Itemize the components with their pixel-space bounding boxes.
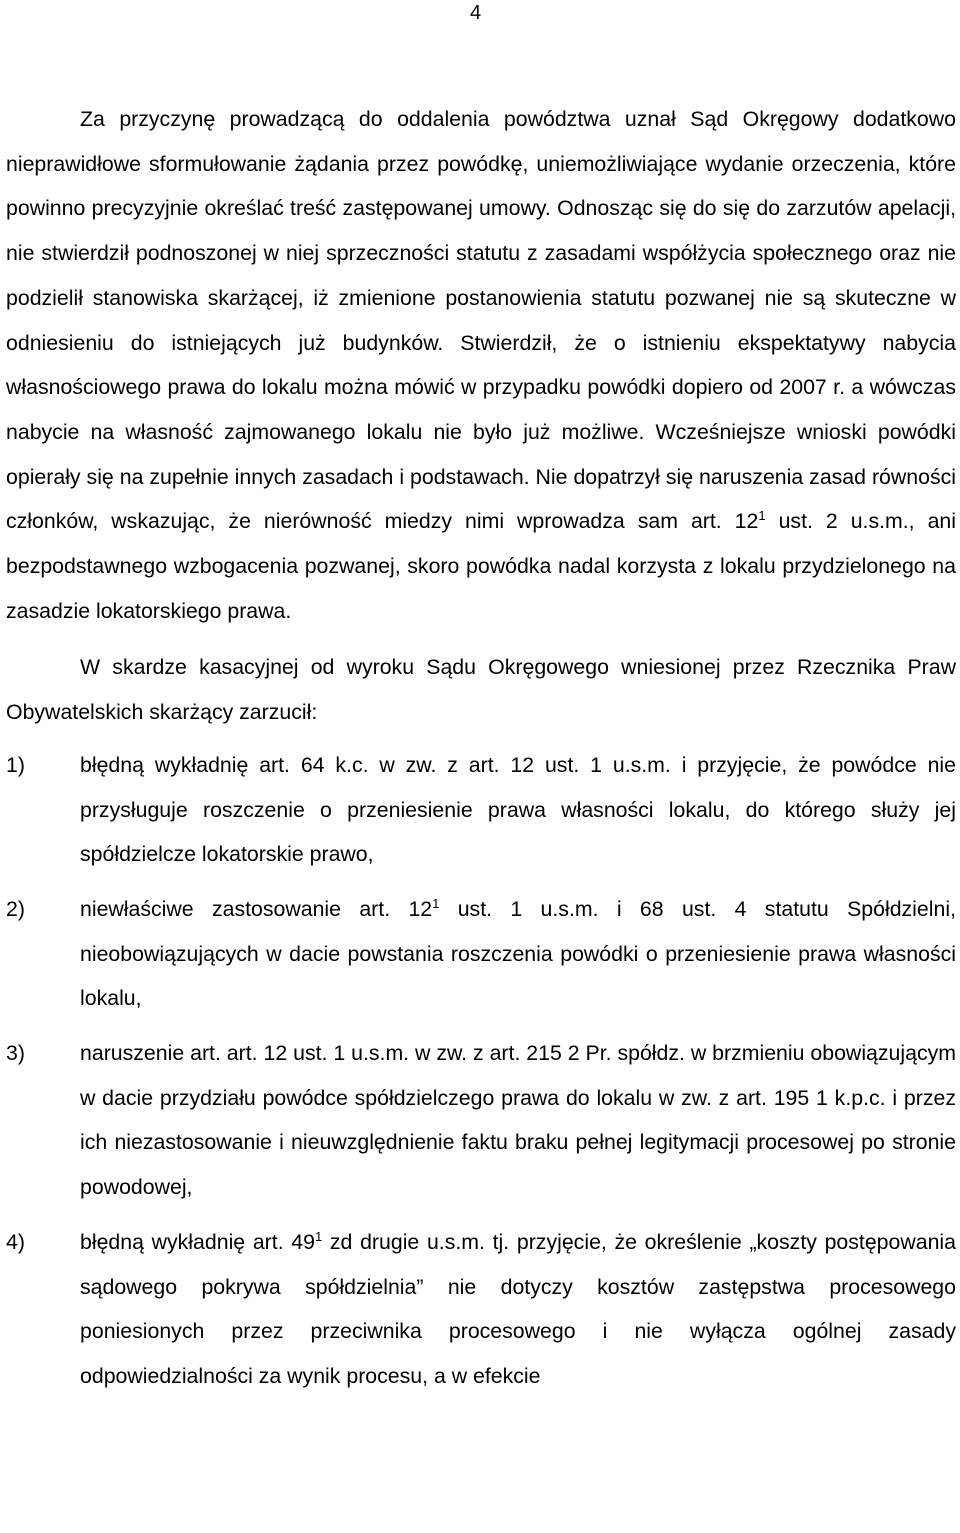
- list-item-text-b: zd drugie u.s.m. tj. przyjęcie, że określenie „koszty postępowania sądowego pokrywa spółdzielnia” nie dotyczy kosztów zastępstwa procesowego poniesionych przez przeciwnika procesowego i nie wyłącza ogólnej zasady odpowiedzialności za wynik procesu, a w efekcie: [80, 1229, 956, 1388]
- superscript: 1: [758, 508, 766, 524]
- paragraph-reasoning-text-a: Za przyczynę prowadzącą do oddalenia powództwa uznał Sąd Okręgowy dodatkowo nieprawidłowe sformułowanie żądania przez powódkę, uniemożliwiające wydanie orzeczenia, które powinno precyzyjnie określać treść zastępowanej umowy. Odnosząc się do się do zarzutów apelacji, nie stwierdził podnoszonej w niej sprzeczności statutu z zasadami współżycia społecznego oraz nie podzielił stanowiska skarżącej, iż zmienione postanowienia statutu pozwanej nie są skuteczne w odniesieniu do istniejących już budynków. Stwierdził, że o istnieniu ekspektatywy nabycia własnościowego prawa do lokalu można mówić w przypadku powódki dopiero od 2007 r. a wówczas nabycie na własność zajmowanego lokalu nie było już możliwe. Wcześniejsze wnioski powódki opierały się na zupełnie innych zasadach i podstawach. Nie dopatrzył się naruszenia zasad równości członków, wskazując, że nierówność miedzy nimi wprowadza sam art. 12: [6, 107, 956, 534]
- page-number: 4: [470, 2, 482, 24]
- paragraph-reasoning-text-b: ust. 2 u.s.m., ani bezpodstawnego wzbogacenia pozwanej, skoro powódka nadal korzysta z lokalu przydzielonego na zasadzie lokatorskiego prawa.: [6, 509, 956, 623]
- list-item-text-a: błędną wykładnię art. 64 k.c. w zw. z art. 12 ust. 1 u.s.m. i przyjęcie, że powódce nie przysługuje roszczenie o przeniesienie prawa własności lokalu, do którego służy jej spółdzielcze lokatorskie prawo,: [80, 752, 956, 867]
- list-item-text: [80, 1220, 956, 1399]
- charges-list: [6, 743, 956, 1399]
- superscript: 1: [314, 1228, 323, 1244]
- list-item-text: [80, 1031, 956, 1210]
- list-marker: 2): [6, 896, 25, 921]
- list-item: [6, 1031, 956, 1210]
- list-item-text-a: błędną wykładnię art. 49: [80, 1229, 315, 1254]
- paragraph-cassation-intro: W skardze kasacyjnej od wyroku Sądu Okręgowego wniesionej przez Rzecznika Praw Obywatelskich skarżący zarzucił:: [6, 655, 956, 725]
- list-item: [6, 887, 956, 1021]
- list-item-text: [80, 887, 956, 1021]
- list-item-text-b: ust. 1 u.s.m. i 68 ust. 4 statutu Spółdzielni, nieobowiązujących w dacie powstania roszczenia powódki o przeniesienie prawa własności lokalu,: [80, 896, 956, 1011]
- paragraph-reasoning: [6, 97, 956, 633]
- list-item-text: [80, 743, 956, 877]
- document-body: [6, 97, 956, 1399]
- list-item: [6, 743, 956, 877]
- list-item: [6, 1220, 956, 1399]
- superscript: 1: [432, 895, 440, 911]
- list-item-text-a: niewłaściwe zastosowanie art. 12: [80, 896, 433, 921]
- list-marker: 3): [6, 1041, 25, 1066]
- list-marker: 4): [6, 1229, 25, 1254]
- list-marker: 1): [6, 752, 25, 777]
- list-item-text-a: naruszenie art. art. 12 ust. 1 u.s.m. w zw. z art. 215 2 Pr. spółdz. w brzmieniu obowiązującym w dacie przydziału powódce spółdzielczego prawa do lokalu w zw. z art. 195 1 k.p.c. i przez ich niezastosowanie i nieuwzględnienie faktu braku pełnej legitymacji procesowej po stronie powodowej,: [80, 1041, 956, 1200]
